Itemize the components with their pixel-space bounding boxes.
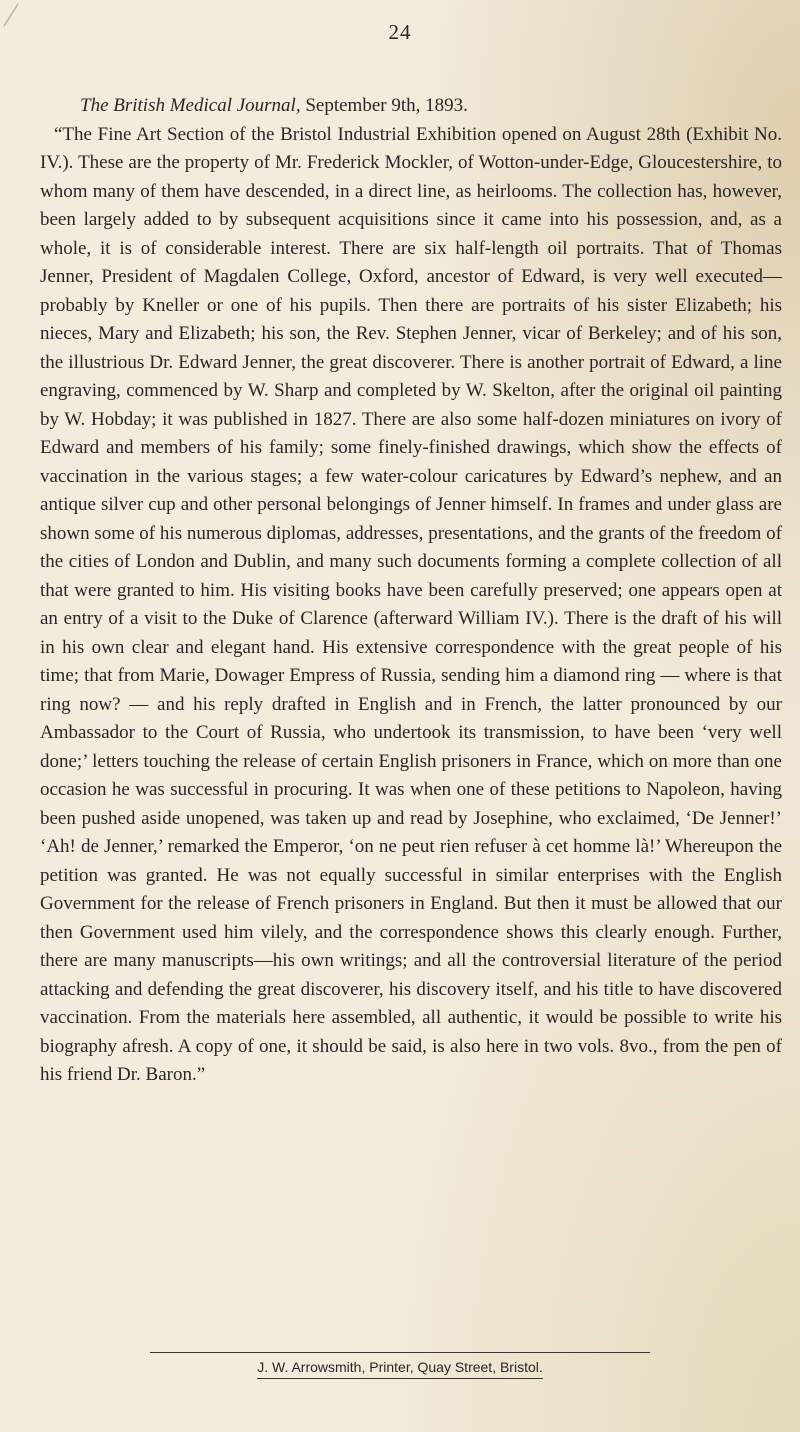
quoted-paragraph: “The Fine Art Section of the Bristol Industrial Exhibition opened on August 28th (Exhibit No. IV.). These are the property of Mr. Frederick Mockler, of Wotton-under-Edge, Gloucestershire, to whom many of them have descended, in a direct line, as heirlooms. The collection has, however, been largely added to by subsequent acquisitions since it came into his possession, and, as a whole, it is of considerable interest. There are six half-length oil portraits. That of Thomas Jenner, President of Magdalen College, Oxford, ancestor of Edward, is very well executed—probably by Kneller or one of his pupils. Then there are portraits of his sister Elizabeth; his nieces, Mary and Elizabeth; his son, the Rev. Stephen Jenner, vicar of Berkeley; and of his son, the illustrious Dr. Edward Jenner, the great discoverer. There is another portrait of Edward, a line engraving, commenced by W. Sharp and completed by W. Skelton, after the original oil painting by W. Hobday; it was published in 1827. There are also some half-dozen miniatures on ivory of Edward and members of his family; some finely-finished drawings, which show the effects of vaccination in the various stages; a few water-colour caricatures by Edward’s nephew, and an antique silver cup and other personal belongings of Jenner himself. In frames and under glass are shown some of his numerous diplomas, addresses, presentations, and the grants of the freedom of the cities of London and Dublin, and many such documents forming a complete collection of all that were granted to him. His visiting books have been carefully preserved; one appears open at an entry of a visit to the Duke of Clarence (afterward William IV.). There is the draft of his will in his own clear and elegant hand. His extensive correspondence with the great people of his time; that from Marie, Dowager Empress of Russia, sending him a diamond ring — where is that ring now? — and his reply drafted in English and in French, the latter pronounced by our Ambassador to the Court of Russia, who undertook its transmission, to have been ‘very well done;’ letters touching the release of certain English prisoners in France, which on more than one occasion he was successful in procuring. It was when one of these petitions to Napoleon, having been pushed aside unopened, was taken up and read by Josephine, who exclaimed, ‘De Jenner!’ ‘Ah! de Jenner,’ remarked the Emperor, ‘on ne peut rien refuser à cet homme là!’ Whereupon the petition was granted. He was not equally successful in similar enterprises with the English Government for the release of French prisoners in England. But then it must be allowed that our then Government used him vilely, and the correspondence shows this clearly enough. Further, there are many manuscripts—his own writings; and all the controversial literature of the period attacking and defending the great discoverer, his discovery itself, and his title to have discovered vaccination. From the materials here assembled, all authentic, it would be possible to write his biography afresh. A copy of one, it should be said, is also here in two vols. 8vo., from the pen of his friend Dr. Baron.” [40,123,782,1085]
page-number: 24 [388,20,412,44]
printer-imprint [0,1352,800,1379]
journal-title: The British Medical Journal, [80,95,301,116]
citation-date: September 9th, 1893. [305,95,468,116]
citation-heading [40,92,782,121]
article-text [40,92,782,1090]
imprint-text: J. W. Arrowsmith, Printer, Quay Street, Bristol. [257,1359,543,1379]
